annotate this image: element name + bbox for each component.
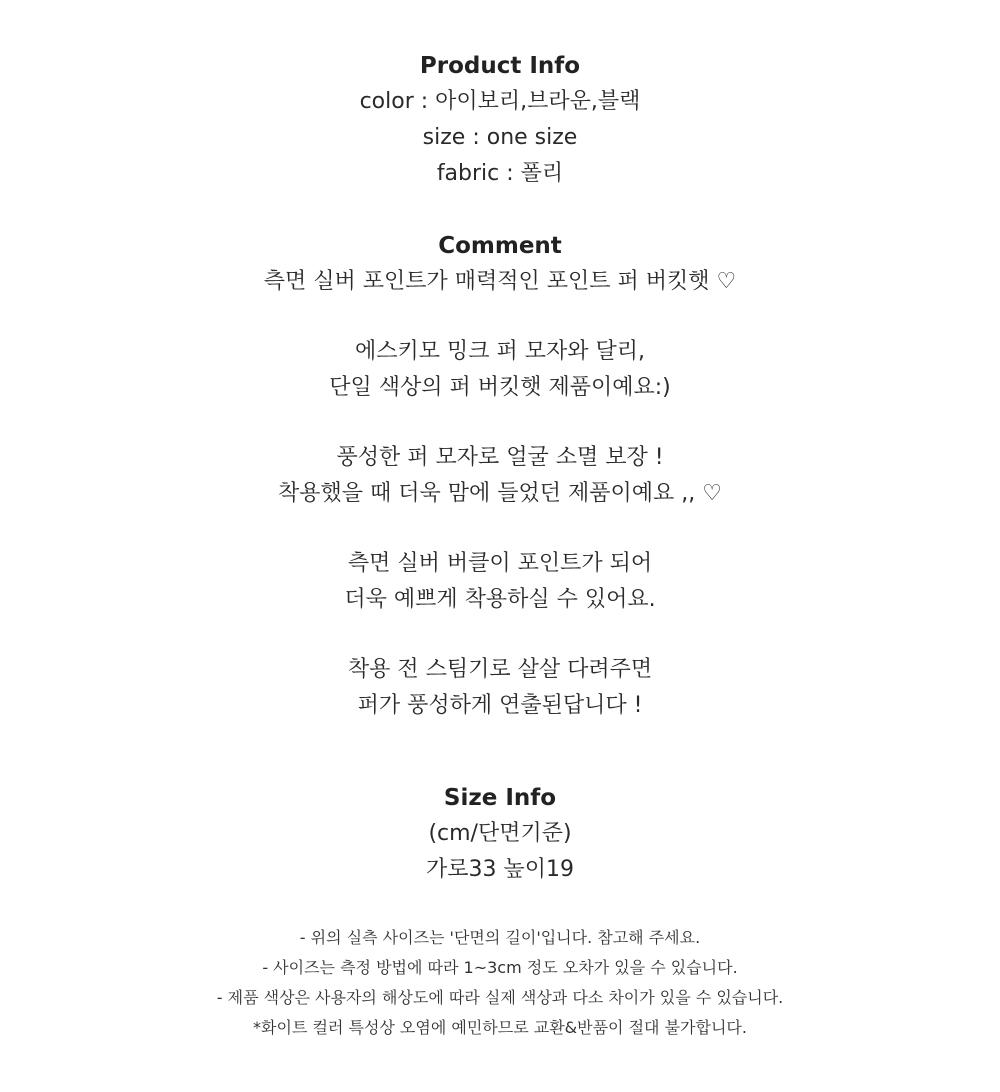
comment-line: 에스키모 밍크 퍼 모자와 달리,	[355, 339, 645, 364]
comment-section	[0, 228, 1000, 724]
note-line: *화이트 컬러 특성상 오염에 예민하므로 교환&반품이 절대 불가합니다.	[253, 1018, 747, 1037]
size-info-unit: (cm/단면기준)	[428, 821, 572, 846]
comment-line: 풍성한 퍼 모자로 얼굴 소멸 보장 !	[336, 445, 664, 470]
comment-line: 퍼가 풍성하게 연출된답니다 !	[357, 693, 643, 718]
notes-section	[0, 923, 1000, 1043]
size-info-heading: Size Info	[443, 785, 557, 811]
product-info-heading: Product Info	[419, 53, 581, 79]
comment-line: 측면 실버 포인트가 매력적인 포인트 퍼 버킷햇 ♡	[263, 269, 737, 294]
product-info-size: size : one size	[422, 125, 578, 150]
comment-spacer	[0, 300, 1000, 334]
note-line: - 사이즈는 측정 방법에 따라 1~3cm 정도 오차가 있을 수 있습니다.	[262, 958, 738, 977]
comment-spacer	[0, 512, 1000, 546]
note-line: - 제품 색상은 사용자의 해상도에 따라 실제 색상과 다소 차이가 있을 수 있습니다.	[216, 988, 784, 1007]
comment-spacer	[0, 406, 1000, 440]
comment-line: 측면 실버 버클이 포인트가 되어	[347, 551, 653, 576]
size-info-dimensions: 가로33 높이19	[426, 857, 574, 882]
comment-line: 착용 전 스팀기로 살살 다려주면	[347, 657, 653, 682]
product-info-section	[0, 48, 1000, 192]
comment-line: 더욱 예쁘게 착용하실 수 있어요.	[344, 587, 656, 612]
size-info-section	[0, 780, 1000, 888]
comment-spacer	[0, 618, 1000, 652]
product-info-color: color : 아이보리,브라운,블랙	[359, 89, 641, 114]
comment-line: 착용했을 때 더욱 맘에 들었던 제품이예요 ,, ♡	[278, 481, 722, 506]
comment-line: 단일 색상의 퍼 버킷햇 제품이예요:)	[329, 375, 671, 400]
note-line: - 위의 실측 사이즈는 '단면의 길이'입니다. 참고해 주세요.	[299, 928, 701, 947]
product-info-fabric: fabric : 폴리	[436, 161, 564, 186]
comment-heading: Comment	[438, 233, 562, 259]
